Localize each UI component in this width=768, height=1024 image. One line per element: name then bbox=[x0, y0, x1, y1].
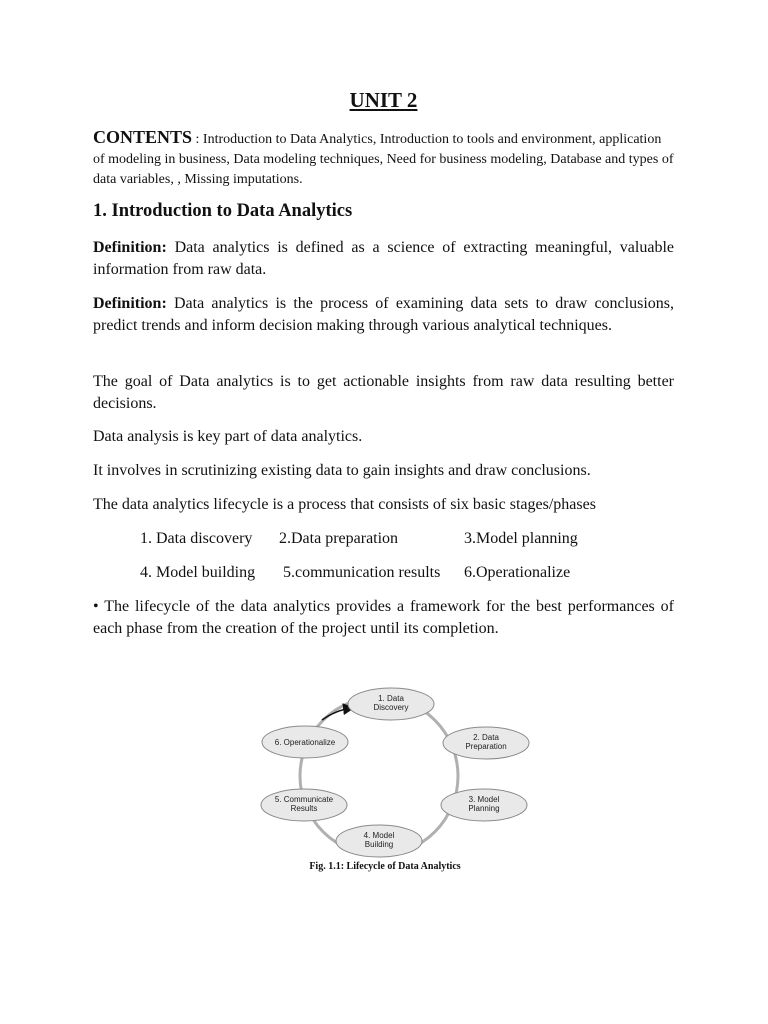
lifecycle-node-3 bbox=[441, 789, 527, 821]
contents-label: CONTENTS bbox=[93, 127, 193, 147]
contents-paragraph bbox=[93, 127, 674, 190]
lifecycle-intro: The data analytics lifecycle is a process that consists of six basic stages/phases bbox=[93, 496, 596, 513]
node-label-line1: 6. Operationalize bbox=[274, 738, 336, 747]
node-label-line1: 5. Communicate bbox=[274, 795, 334, 804]
node-label-line1: 3. Model bbox=[468, 795, 500, 804]
node-label-line2: Building bbox=[364, 840, 394, 849]
contents-text: Introduction to Data Analytics, Introduction to tools and environment, application of modeling in business, Data modeling techniques, Need for business modeling, Database and types of data variables, , Missing imputations. bbox=[93, 132, 674, 187]
node-label-line2: Results bbox=[290, 804, 318, 813]
definition-label-1: Definition: bbox=[93, 239, 167, 256]
definition-label-2: Definition: bbox=[93, 295, 167, 312]
lifecycle-node-4 bbox=[336, 825, 422, 857]
phase-item: 6.Operationalize bbox=[464, 564, 571, 581]
node-label-line2: Planning bbox=[468, 804, 500, 813]
involves-paragraph: It involves in scrutinizing existing data to gain insights and draw conclusions. bbox=[93, 462, 591, 479]
unit-title: UNIT 2 bbox=[349, 88, 418, 112]
phase-item: 1. Data discovery bbox=[140, 530, 253, 547]
figure-caption: Fig. 1.1: Lifecycle of Data Analytics bbox=[309, 861, 461, 872]
definition-text-1: Data analytics is defined as a science of extracting meaningful, valuable information from raw data. bbox=[93, 239, 674, 278]
definition-text-2: Data analytics is the process of examining data sets to draw conclusions, predict trends and inform decision making through various analytical techniques. bbox=[93, 295, 674, 334]
definition-paragraph-2 bbox=[93, 293, 674, 337]
contents-separator: : bbox=[192, 132, 203, 147]
node-label-line1: 2. Data bbox=[473, 733, 499, 742]
section-heading: 1. Introduction to Data Analytics bbox=[93, 201, 353, 221]
lifecycle-node-2 bbox=[443, 727, 529, 759]
lifecycle-diagram bbox=[258, 684, 538, 859]
lifecycle-node-5 bbox=[261, 789, 347, 821]
key-part-paragraph: Data analysis is key part of data analytics. bbox=[93, 428, 363, 445]
phase-item: 3.Model planning bbox=[464, 530, 578, 547]
node-label-line2: Preparation bbox=[465, 742, 507, 751]
node-label-line2: Discovery bbox=[373, 703, 409, 712]
bullet-paragraph: • The lifecycle of the data analytics provides a framework for the best performances of each phase from the creation of the project until its completion. bbox=[93, 598, 674, 637]
phase-item: 4. Model building bbox=[140, 564, 256, 581]
lifecycle-node-1 bbox=[348, 688, 434, 720]
goal-paragraph: The goal of Data analytics is to get actionable insights from raw data resulting better decisions. bbox=[93, 373, 674, 412]
lifecycle-node-6 bbox=[262, 726, 348, 758]
definition-paragraph-1 bbox=[93, 237, 674, 281]
phase-item: 2.Data preparation bbox=[279, 530, 399, 547]
lifecycle-figure bbox=[258, 684, 538, 879]
node-label-line1: 1. Data bbox=[378, 694, 404, 703]
node-label-line1: 4. Model bbox=[363, 831, 395, 840]
phase-item: 5.communication results bbox=[283, 564, 441, 581]
